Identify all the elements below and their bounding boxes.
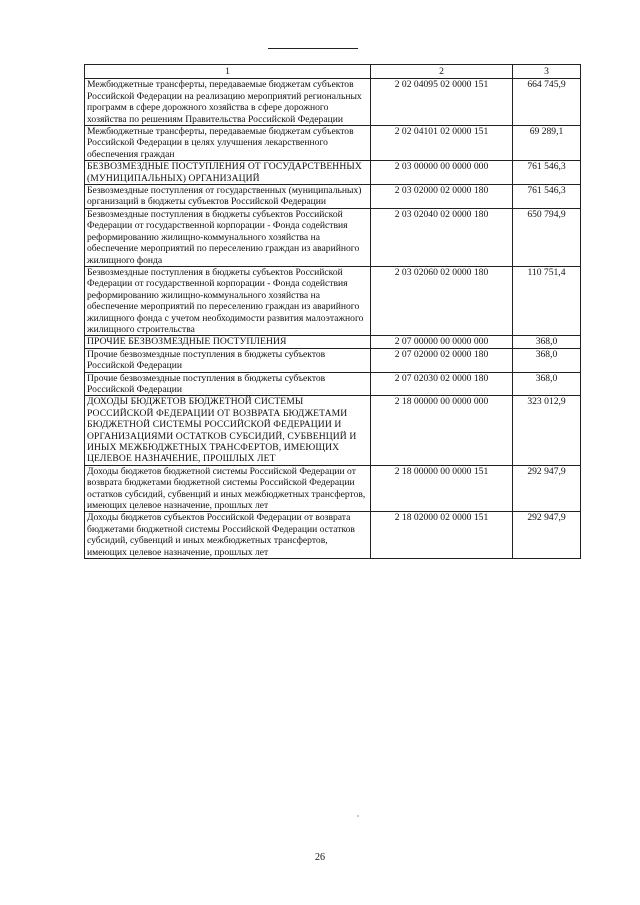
row-amount: 110 751,4	[513, 266, 581, 335]
table-row	[85, 396, 581, 465]
table-row	[85, 372, 581, 396]
row-amount: 292 947,9	[513, 512, 581, 559]
row-code: 2 18 02000 02 0000 151	[371, 512, 513, 559]
row-code: 2 18 00000 00 0000 151	[371, 465, 513, 512]
row-code: 2 07 00000 00 0000 000	[371, 336, 513, 348]
table-row	[85, 266, 581, 335]
row-amount: 761 546,3	[513, 185, 581, 209]
row-name: Доходы бюджетов субъектов Российской Федерации от возврата бюджетами бюджетной системы Российской Федерации остатков субсидий, субвенций и иных межбюджетных трансфертов, имеющих целевое назначение, прошлых лет	[85, 512, 371, 559]
page-number: 26	[315, 852, 325, 863]
budget-table	[84, 64, 581, 559]
row-name: Прочие безвозмездные поступления в бюджеты субъектов Российской Федерации	[85, 372, 371, 396]
table-row	[85, 348, 581, 372]
row-name: Межбюджетные трансферты, передаваемые бюджетам субъектов Российской Федерации на реализацию мероприятий региональных программ в сфере дорожного хозяйства в сфере дорожного хозяйства по решениям Правительства Российской Федерации	[85, 79, 371, 126]
row-amount: 368,0	[513, 336, 581, 348]
table-row	[85, 336, 581, 348]
table-row	[85, 185, 581, 209]
row-code: 2 03 02060 02 0000 180	[371, 266, 513, 335]
scan-speck	[357, 815, 359, 817]
row-amount: 323 012,9	[513, 396, 581, 465]
header-col-1: 1	[85, 65, 371, 79]
table-row	[85, 512, 581, 559]
row-name: Межбюджетные трансферты, передаваемые бюджетам субъектов Российской Федерации в целях улучшения лекарственного обеспечения граждан	[85, 126, 371, 161]
table-row	[85, 161, 581, 185]
row-code: 2 02 04101 02 0000 151	[371, 126, 513, 161]
row-code: 2 03 00000 00 0000 000	[371, 161, 513, 185]
row-name: Безвозмездные поступления в бюджеты субъектов Российской Федерации от государственной корпорации - Фонда содействия реформированию жилищно-коммунального хозяйства на обеспечение мероприятий по переселению граждан из аварийного жилищного фонда	[85, 208, 371, 266]
table-header-row	[85, 65, 581, 79]
row-amount: 368,0	[513, 372, 581, 396]
row-name: ПРОЧИЕ БЕЗВОЗМЕЗДНЫЕ ПОСТУПЛЕНИЯ	[85, 336, 371, 348]
row-code: 2 03 02040 02 0000 180	[371, 208, 513, 266]
row-amount: 664 745,9	[513, 79, 581, 126]
row-name: Прочие безвозмездные поступления в бюджеты субъектов Российской Федерации	[85, 348, 371, 372]
header-col-2: 2	[371, 65, 513, 79]
top-rule	[268, 48, 358, 49]
row-amount: 69 289,1	[513, 126, 581, 161]
row-code: 2 07 02000 02 0000 180	[371, 348, 513, 372]
table-row	[85, 208, 581, 266]
row-name: БЕЗВОЗМЕЗДНЫЕ ПОСТУПЛЕНИЯ ОТ ГОСУДАРСТВЕННЫХ (МУНИЦИПАЛЬНЫХ) ОРГАНИЗАЦИЙ	[85, 161, 371, 185]
row-amount: 292 947,9	[513, 465, 581, 512]
row-amount: 650 794,9	[513, 208, 581, 266]
row-code: 2 18 00000 00 0000 000	[371, 396, 513, 465]
table-row	[85, 79, 581, 126]
row-amount: 368,0	[513, 348, 581, 372]
row-code: 2 03 02000 02 0000 180	[371, 185, 513, 209]
row-name: Доходы бюджетов бюджетной системы Российской Федерации от возврата бюджетами бюджетной системы Российской Федерации остатков субсидий, субвенций и иных межбюджетных трансфертов, имеющих целевое назначение, прошлых лет	[85, 465, 371, 512]
row-amount: 761 546,3	[513, 161, 581, 185]
row-name: Безвозмездные поступления в бюджеты субъектов Российской Федерации от государственной корпорации - Фонда содействия реформированию жилищно-коммунального хозяйства на обеспечение мероприятий по переселению граждан из аварийного жилищного фонда с учетом необходимости развития малоэтажного жилищного строительства	[85, 266, 371, 335]
header-col-3: 3	[513, 65, 581, 79]
row-code: 2 07 02030 02 0000 180	[371, 372, 513, 396]
table-row	[85, 465, 581, 512]
row-name: Безвозмездные поступления от государственных (муниципальных) организаций в бюджеты субъектов Российской Федерации	[85, 185, 371, 209]
row-code: 2 02 04095 02 0000 151	[371, 79, 513, 126]
row-name: ДОХОДЫ БЮДЖЕТОВ БЮДЖЕТНОЙ СИСТЕМЫ РОССИЙСКОЙ ФЕДЕРАЦИИ ОТ ВОЗВРАТА БЮДЖЕТАМИ БЮДЖЕТНОЙ СИСТЕМЫ РОССИЙСКОЙ ФЕДЕРАЦИИ И ОРГАНИЗАЦИЯМИ ОСТАТКОВ СУБСИДИЙ, СУБВЕНЦИЙ И ИНЫХ МЕЖБЮДЖЕТНЫХ ТРАНСФЕРТОВ, ИМЕЮЩИХ ЦЕЛЕВОЕ НАЗНАЧЕНИЕ, ПРОШЛЫХ ЛЕТ	[85, 396, 371, 465]
table-row	[85, 126, 581, 161]
